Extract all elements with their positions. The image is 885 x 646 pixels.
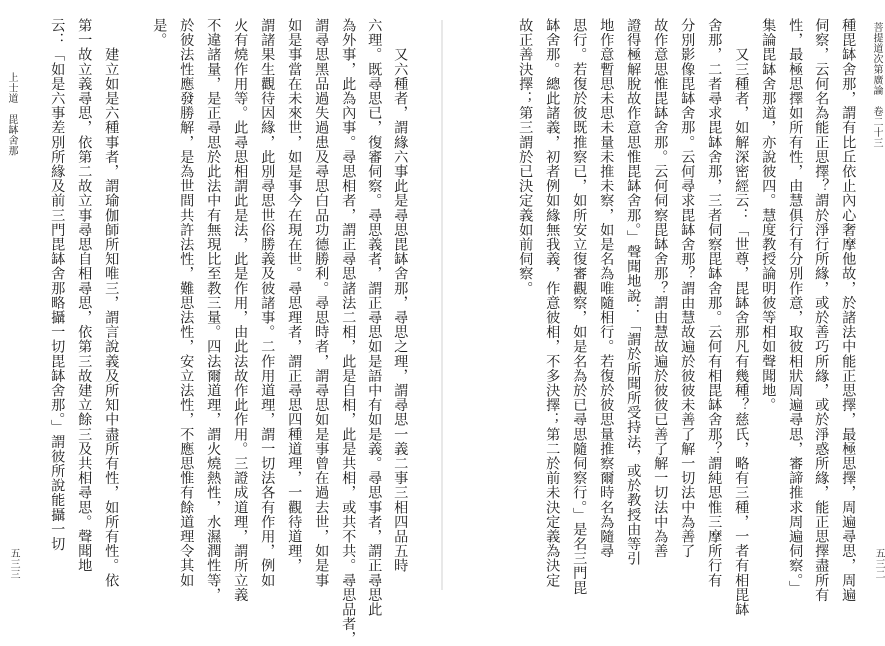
text-column: 舍那，二者尋求毘缽舍那，三者伺察毘缽舍那。云何有相毘缽舍那？謂純思惟三摩所行有 (706, 18, 723, 588)
text-column: 故作意思惟毘缽舍那。云何伺察毘缽舍那？謂由慧故遍於彼彼已善了解一切法中為善 (652, 18, 669, 559)
text-column: 又六種者，謂緣六事此是尋思毘缽舍那，尋思之理，謂尋思一義二事三相四品五時 (392, 18, 409, 573)
right-page-header: 菩提道次第廣論 卷二十三 (871, 22, 882, 148)
text-column: 火有燒作用等。此尋思相謂此是法，此是作用，由此法故作此作用。三證成道理，謂所立義 (232, 18, 249, 602)
text-column: 第一故立義尋思，依第二故立事尋思自相尋思，依第三故建立餘三及共相尋思。聲聞地 (76, 18, 93, 573)
text-column: 於彼法性應發勝解，是為世間共許法性，難思法性，安立法性，不應思惟有餘道理令其如 (178, 18, 195, 588)
text-column: 種毘缽舍那，謂有比丘依止內心奢摩他故，於諸法中能正思擇，最極思擇，周遍尋思，周遍 (840, 18, 857, 602)
text-column: 六理。既尋思已，復審伺察。尋思義者，謂正尋思如是語中有如是義。尋思事者，謂正尋思此 (366, 18, 383, 617)
text-column: 地作意暫思未思未量未推未察，如是名為唯隨相行。若復於彼思量推察爾時名為隨尋 (598, 18, 615, 559)
right-page-number: 五三二 (873, 548, 884, 580)
left-page-header: 上士道 毘缽舍那 (6, 72, 17, 156)
right-page (443, 0, 885, 617)
text-column: 又三種者，如解深密經云：「世尊，毘缽舍那凡有幾種？慈氏，略有三種，一者有相毘缽 (733, 18, 750, 617)
text-column: 謂尋思黑品過失過患及尋思白品功德勝利。尋思時者，謂尋思如是事曾在過去世，如是事 (313, 18, 330, 588)
text-column: 故正善決擇；第三謂於已決定義如前伺察。 (517, 18, 534, 296)
text-column: 缽舍那。總此諸義，初者例如緣無我義，作意彼相，不多決擇；第二於前未決定義為決定 (544, 18, 561, 588)
text-column: 證得極解脫故作意思惟毘缽舍那。」聲聞地說：「謂於所聞所受持法，或於教授由等引 (625, 18, 642, 566)
left-page-number: 五三三 (8, 548, 19, 580)
text-column: 不違諸量，是正尋思於此法中有無現比至教三量。四法爾道理，謂火燒熱性，水濕潤性等， (205, 18, 222, 602)
text-column: 謂諸果生觀待因緣，此別尋思世俗勝義及彼諸事。二作用道理，謂一切法各有作用，例如 (259, 18, 276, 588)
text-column: 是。 (151, 18, 168, 48)
text-column: 集論毘缽舍那道，亦說彼四。慧度教授論明彼等相如聲聞地。 (760, 18, 777, 413)
text-column: 為外事，此為內事。尋思相者，謂正尋思諸法二相，此是自相，此是共相，或共不共。尋思品者， (340, 18, 357, 646)
text-column: 分別影像毘缽舍那。云何尋求毘缽舍那？謂由慧故遍於彼彼未善了解一切法中為善了 (679, 18, 696, 559)
text-column: 伺察，云何名為能正思擇？謂於淨行所緣，或於善巧所緣，或於淨惑所緣，能正思擇盡所有 (813, 18, 830, 602)
text-column: 建立如是六種事者，謂瑜伽師所知唯三，謂言說義及所知中盡所有性，如所有性。依 (103, 18, 120, 588)
text-column: 性，最極思擇如所有性，由慧俱行有分別作意，取彼相狀周遍尋思，審諦推求周遍伺察。」 (787, 18, 804, 595)
text-column: 思行。若復於彼既推察已，如所安立復審觀察，如是名為於已尋思隨伺察行。」是名三門毘 (571, 18, 588, 595)
text-column: 云：「如是六事差別所緣及前三門毘缽舍那略攝一切毘缽舍那。」謂彼所說能攝一切 (49, 18, 66, 552)
text-column: 如是事當在未來世，如是事今在現在世。尋思理者，謂正尋思四種道理，一觀待道理， (286, 18, 303, 573)
